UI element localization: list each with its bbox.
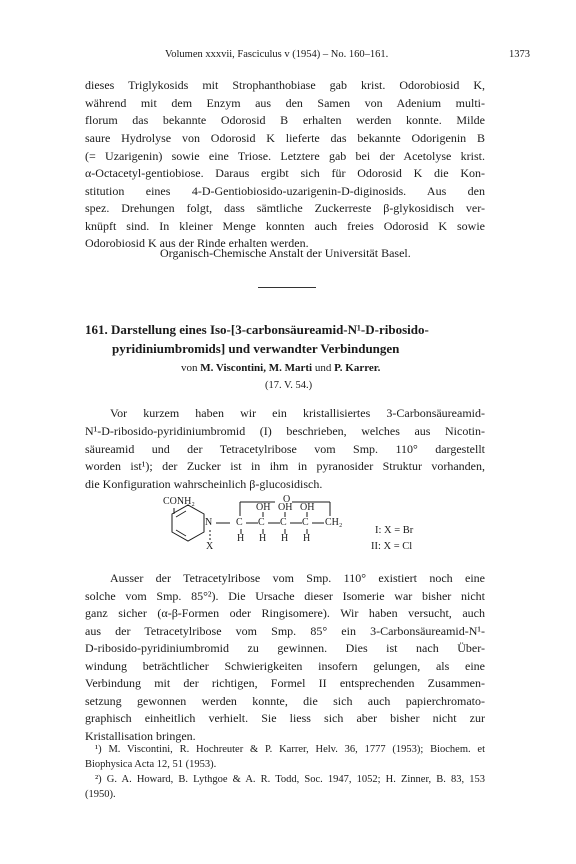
text-line: N¹-D-ribosido-pyridiniumbromid (I) beschrieben, welches aus Nicotin-: [85, 424, 485, 438]
authors-names: M. Viscontini, M. Marti: [200, 362, 313, 374]
footnote-1-line-2: Biophysica Acta 12, 51 (1953).: [85, 759, 217, 770]
text-line: worden ist¹); der Zucker ist in ihm in pyranosider Struktur vorhanden,: [85, 459, 485, 473]
footnote-2-line-1: ²) G. A. Howard, B. Lythgoe & A. R. Todd, Soc. 1947, 1052; H. Zinner, B. 83, 153: [95, 774, 485, 785]
formula-ring-oxygen: O: [283, 494, 291, 505]
text-line: setzung gewonnen werden konnte, die sich auch papierchromato-: [85, 694, 485, 708]
authors-last: P. Karrer.: [334, 362, 381, 374]
formula-c1: C: [236, 517, 243, 528]
formula-c2: C: [258, 517, 265, 528]
formula-c4: C: [302, 517, 309, 528]
text-line: dieses Triglykosids mit Strophanthobiase gab krist. Odorobiosid K,: [85, 78, 485, 92]
text-line: solche vom Smp. 85°²). Die Ursache dieser Isomerie war bisher nicht: [85, 589, 485, 603]
text-line: D-ribosido-pyridiniumbromid zu gewinnen. Dies ist nach Über-: [85, 641, 485, 655]
page-number: 1373: [509, 49, 530, 60]
text-line: windung beträchtlicher Schwierigkeiten insofern gelungen, als eine: [85, 659, 485, 673]
text-line: während mit dem Enzym aus den Samen von Adenium multi-: [85, 96, 485, 110]
text-line: knüpft sind. In kleiner Menge konnten auch freies Odorosid K sowie: [85, 219, 485, 233]
text-line: ganz sicher (α-β-Formen oder Ringisomere). Wir haben versucht, auch: [85, 606, 485, 620]
text-line: aus der Tetracetylribose vom Smp. 85° ein 3-Carbonsäureamid-N¹-: [85, 624, 485, 638]
text-line: Kristallisation bringen.: [85, 729, 196, 743]
formula-h-3: H: [281, 533, 289, 544]
text-line: graphisch einheitlich verhielt. Sie liess sich aber bisher nicht zur: [85, 711, 485, 725]
formula-ring-n: N: [205, 517, 213, 528]
formula-c3: C: [280, 517, 287, 528]
authors-line: [181, 362, 380, 374]
text-line: Ausser der Tetracetylribose vom Smp. 110° existiert noch eine: [110, 571, 485, 585]
text-line: saure Hydrolyse von Odorosid K lieferte das bekannte Odorigenin B: [85, 131, 485, 145]
footnote-2-line-2: (1950).: [85, 789, 116, 800]
text-line: die Konfiguration wahrscheinlich β-glucosidisch.: [85, 477, 323, 491]
formula-legend-2: II: X = Cl: [371, 541, 413, 552]
formula-oh-2: OH: [278, 502, 293, 513]
formula-h-2: H: [259, 533, 267, 544]
formula-amide-label: CONH₂: [163, 496, 195, 507]
institution-line: Organisch-Chemische Anstalt der Universität Basel.: [160, 246, 411, 260]
authors-prefix: von: [181, 362, 198, 374]
article-title-line-1: 161. Darstellung eines Iso-[3-carbonsäureamid-N¹-D-ribosido-: [85, 322, 429, 337]
received-date: (17. V. 54.): [265, 380, 313, 391]
text-line: florum das bekannte Odorosid B erhalten werden konnte. Milde: [85, 113, 485, 127]
formula-ch2: CH₂: [325, 517, 343, 528]
article-title-line-2: pyridiniumbromids] und verwandter Verbindungen: [112, 341, 400, 356]
formula-h-4: H: [303, 533, 311, 544]
formula-oh-3: OH: [300, 502, 315, 513]
text-line: (= Uzarigenin) sowie eine Triose. Letztere gab bei der Acetolyse krist.: [85, 149, 485, 163]
formula-anion-x: X: [206, 541, 214, 552]
text-line: stitution eines 4-D-Gentiobiosido-uzarigenin-D-diginosids. Aus den: [85, 184, 485, 198]
running-header: Volumen xxxvii, Fasciculus v (1954) – No. 160–161.: [165, 49, 389, 60]
section-divider: [258, 287, 316, 288]
text-line: Verbindung mit der richtigen, Formel II entsprechenden Zusammen-: [85, 676, 485, 690]
text-line: Odorobiosid K aus der Rinde erhalten werden.: [85, 236, 309, 250]
formula-legend-1: I: X = Br: [375, 525, 414, 536]
footnote-1-line-1: ¹) M. Viscontini, R. Hochreuter & P. Karrer, Helv. 36, 1777 (1953); Biochem. et: [95, 744, 485, 755]
formula-oh-1: OH: [256, 502, 271, 513]
authors-and: und: [314, 362, 332, 374]
text-line: säureamid und der Tetracetylribose vom Smp. 110° dargestellt: [85, 442, 485, 456]
text-line: α-Octacetyl-gentiobiose. Daraus ergibt sich für Odorosid K die Kon-: [85, 166, 485, 180]
text-line: spez. Drehungen folgt, dass sämtliche Zuckerreste β-glykosidisch ver-: [85, 201, 485, 215]
formula-h-1: H: [237, 533, 245, 544]
text-line: Vor kurzem haben wir ein kristallisiertes 3-Carbonsäureamid-: [110, 406, 485, 420]
